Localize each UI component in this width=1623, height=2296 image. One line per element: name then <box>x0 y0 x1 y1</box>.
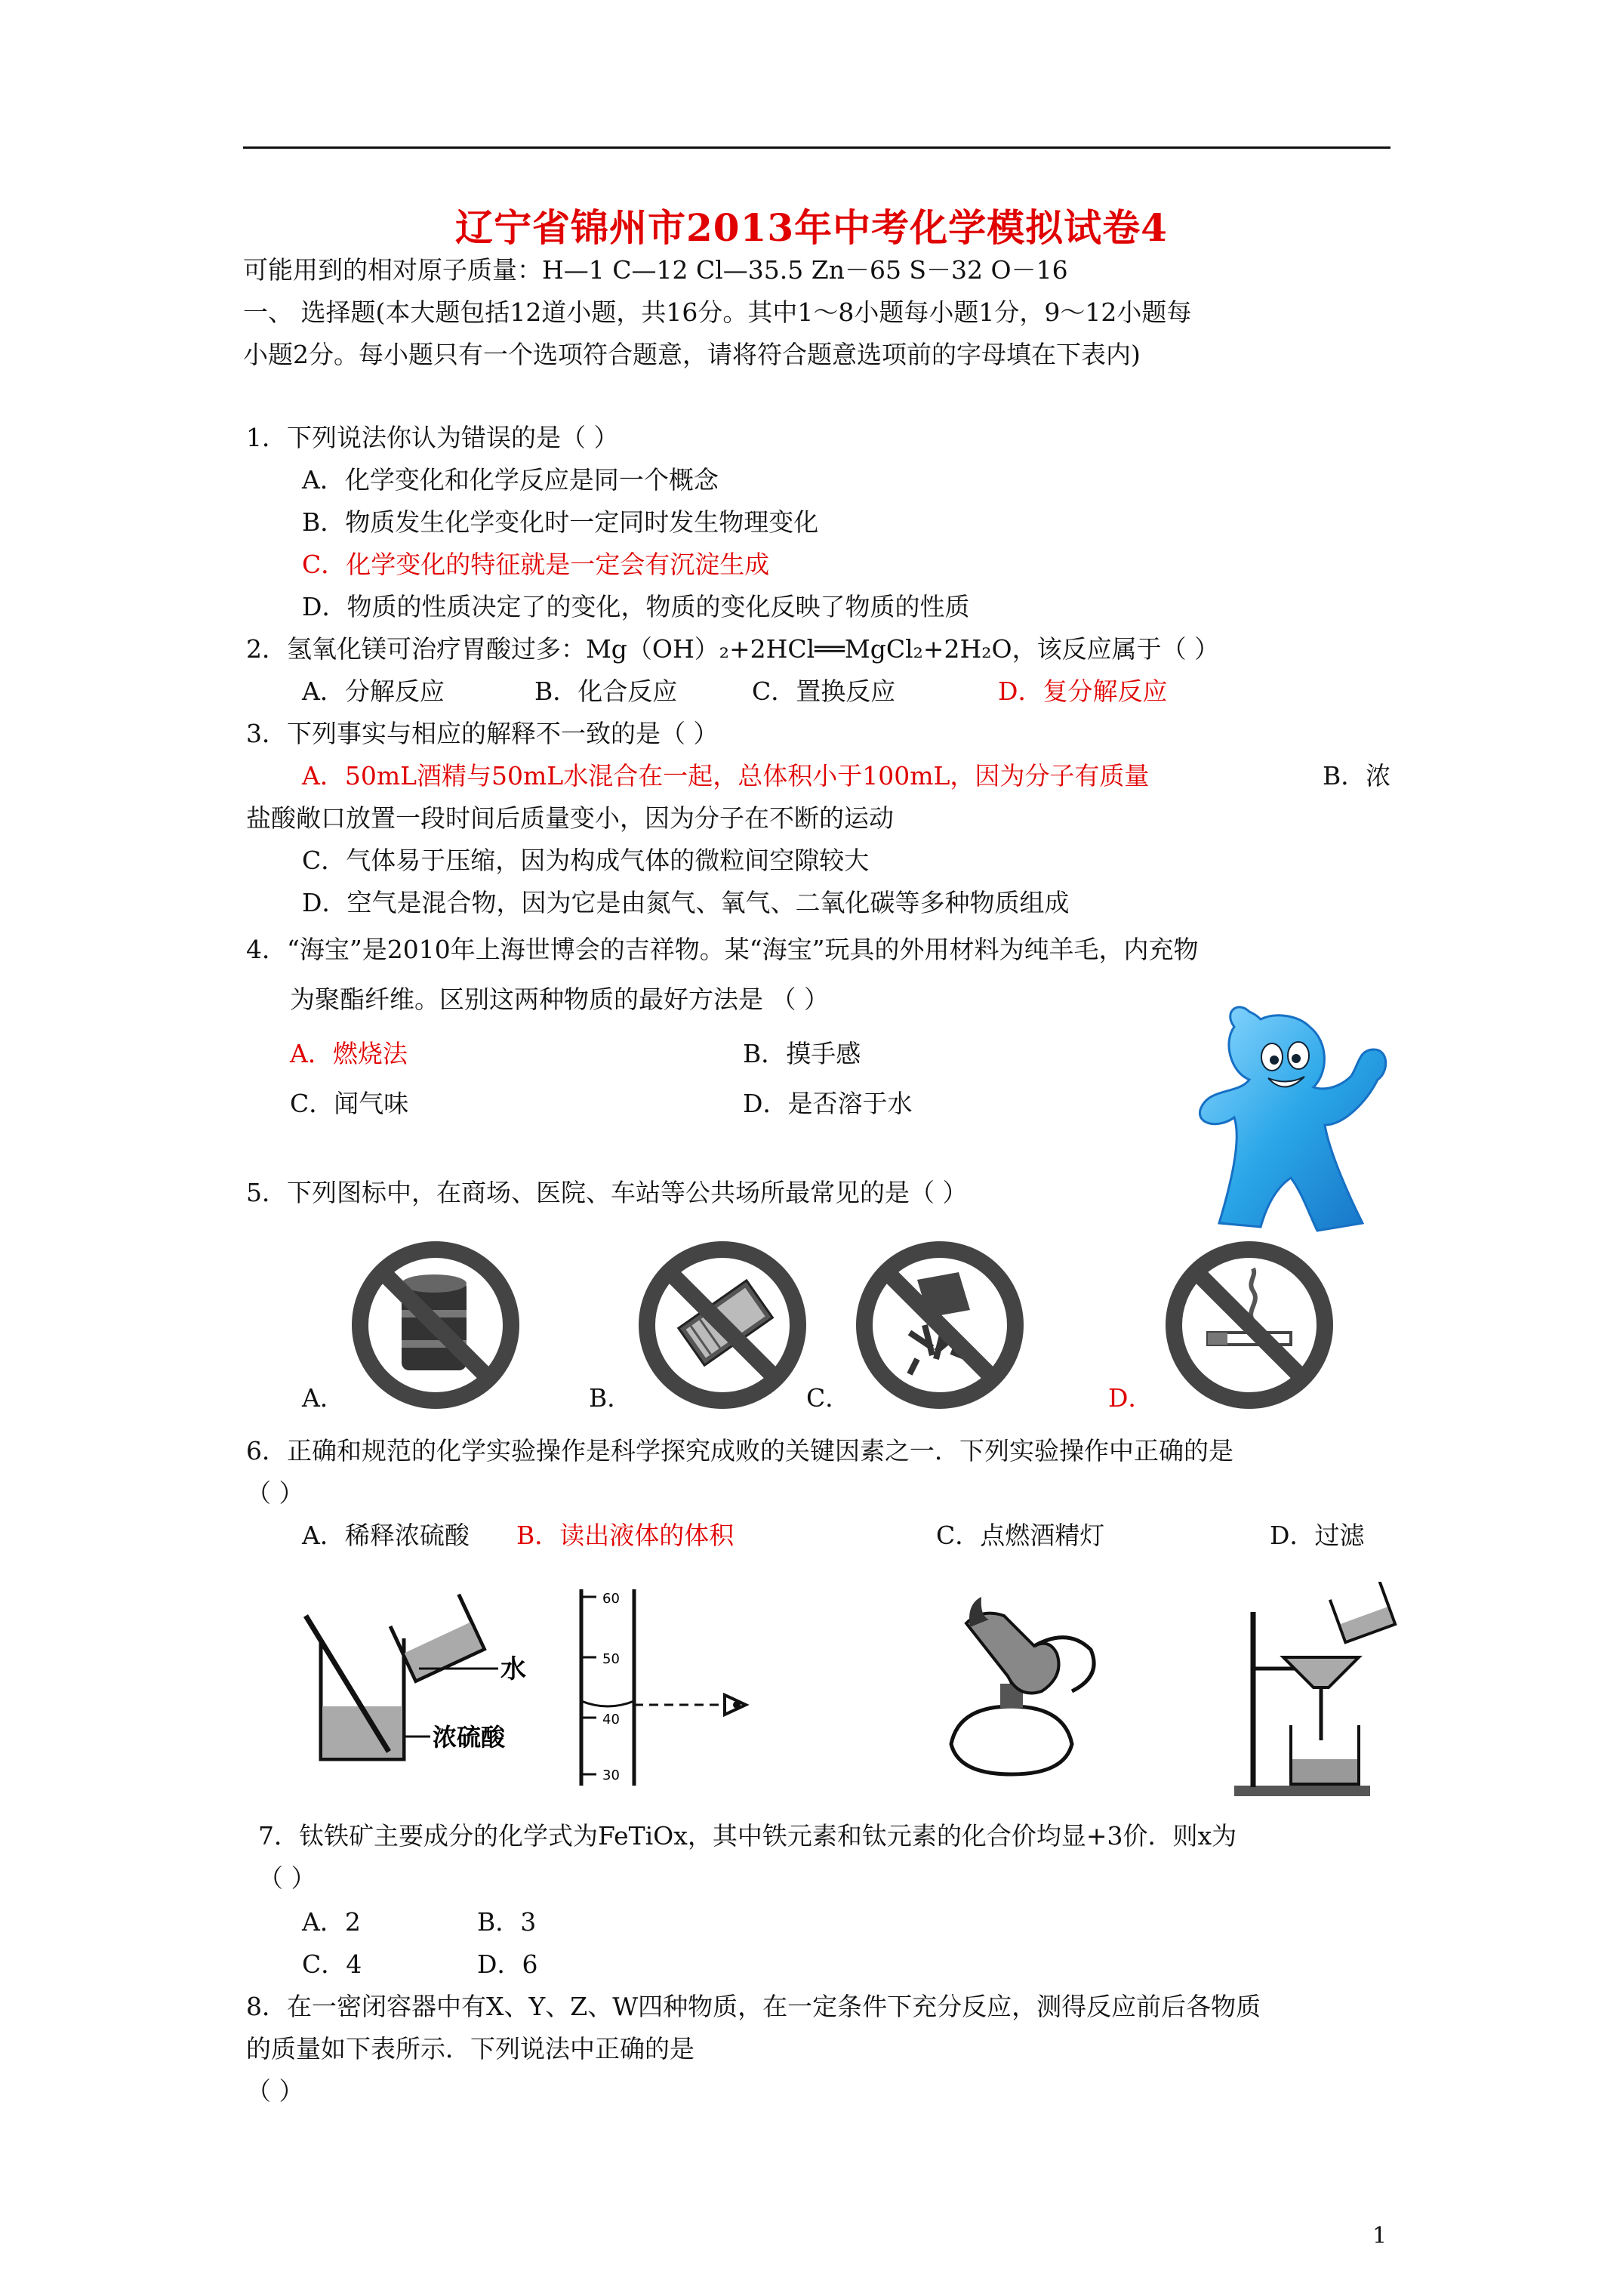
tick-30: 30 <box>602 1767 620 1783</box>
q7-stem-line2: （ ） <box>258 1863 316 1893</box>
q4-option-d: D．是否溶于水 <box>743 1089 913 1118</box>
q4-option-c: C．闻气味 <box>290 1089 409 1118</box>
graduated-cylinder-figure <box>566 1582 762 1793</box>
q2-option-b: B．化合反应 <box>534 676 678 706</box>
q8-stem-line1: 8．在一密闭容器中有X、Y、Z、W四种物质，在一定条件下充分反应，测得反应前后各物质 <box>246 1992 1261 2021</box>
q1-stem: 1．下列说法你认为错误的是（ ） <box>246 423 619 452</box>
q3-option-b-rest: 盐酸敞口放置一段时间后质量变小，因为分子在不断的运动 <box>246 803 894 833</box>
q6-option-b: B．读出液体的体积 <box>516 1521 735 1550</box>
q2-option-d: D．复分解反应 <box>998 676 1168 706</box>
q3-option-c: C．气体易于压缩，因为构成气体的微粒间空隙较大 <box>302 846 870 875</box>
q4-option-a: A．燃烧法 <box>290 1039 408 1068</box>
q3-option-b-start: B．浓 <box>1323 761 1391 791</box>
q6-option-a: A．稀释浓硫酸 <box>302 1521 470 1550</box>
q4-option-b: B．摸手感 <box>743 1039 861 1068</box>
tick-40: 40 <box>602 1712 620 1727</box>
q4-stem-line1: 4．“海宝”是2010年上海世博会的吉祥物。某“海宝”玩具的外用材料为纯羊毛，内充物 <box>246 935 1199 964</box>
alcohol-lamp-figure <box>936 1593 1110 1782</box>
q7-option-d: D．6 <box>477 1949 538 1979</box>
header-rule <box>243 146 1390 149</box>
tick-60: 60 <box>602 1591 620 1607</box>
filtration-figure <box>1223 1582 1404 1801</box>
dilute-acid-figure <box>298 1586 547 1782</box>
section-instructions-line1: 一、 选择题(本大题包括12道小题，共16分。其中1～8小题每小题1分，9～12小题每 <box>243 297 1192 327</box>
concentrated-acid-label: 浓硫酸 <box>433 1723 506 1752</box>
q2-option-c: C．置换反应 <box>752 676 896 706</box>
no-fireworks-sign-icon <box>853 1238 1027 1412</box>
q5-option-d: D． <box>1108 1383 1153 1413</box>
q6-option-c: C．点燃酒精灯 <box>936 1521 1105 1550</box>
q7-stem-line1: 7．钛铁矿主要成分的化学式为FeTiOx，其中铁元素和钛元素的化合价均显+3价．则x为 <box>258 1821 1237 1851</box>
section-instructions-line2: 小题2分。每小题只有一个选项符合题意，请将符合题意选项前的字母填在下表内) <box>243 340 1141 369</box>
no-oil-barrel-sign-icon <box>349 1238 522 1412</box>
page-number: 1 <box>1372 2223 1387 2249</box>
page-title: 辽宁省锦州市2013年中考化学模拟试卷4 <box>455 205 1168 250</box>
q1-option-b: B．物质发生化学变化时一定同时发生物理变化 <box>302 507 819 537</box>
q8-stem-line3: （ ） <box>246 2076 304 2106</box>
q7-option-c: C．4 <box>302 1949 362 1979</box>
no-smoking-sign-icon <box>1163 1238 1336 1412</box>
q4-stem-line2: 为聚酯纤维。区别这两种物质的最好方法是 （ ） <box>290 985 829 1014</box>
q3-option-a: A．50mL酒精与50mL水混合在一起，总体积小于100mL，因为分子有质量 <box>302 761 1150 791</box>
q2-stem: 2．氢氧化镁可治疗胃酸过多：Mg（OH）₂+2HCl══MgCl₂+2H₂O，该反应属于（ ） <box>246 634 1220 664</box>
no-matches-sign-icon <box>636 1238 809 1412</box>
haibao-mascot-illustration <box>1178 997 1404 1246</box>
q3-option-d: D．空气是混合物，因为它是由氮气、氧气、二氧化碳等多种物质组成 <box>302 888 1070 917</box>
q6-option-d: D．过滤 <box>1270 1521 1365 1550</box>
q2-option-a: A．分解反应 <box>302 676 445 706</box>
q6-stem-line1: 6．正确和规范的化学实验操作是科学探究成败的关键因素之一．下列实验操作中正确的是 <box>246 1436 1233 1465</box>
q7-option-b: B．3 <box>477 1907 537 1937</box>
atomic-masses: 可能用到的相对原子质量：H—1 C—12 Cl—35.5 Zn－65 S－32 O－16 <box>243 255 1068 285</box>
q8-stem-line2: 的质量如下表所示．下列说法中正确的是 <box>246 2034 694 2063</box>
q5-stem: 5．下列图标中，在商场、医院、车站等公共场所最常见的是（ ） <box>246 1178 968 1207</box>
q7-option-a: A．2 <box>302 1907 361 1937</box>
q5-option-b: B． <box>589 1383 633 1413</box>
q1-option-a: A．化学变化和化学反应是同一个概念 <box>302 465 719 495</box>
water-label: 水 <box>500 1654 526 1684</box>
q5-option-c: C． <box>806 1383 851 1413</box>
q1-option-c: C．化学变化的特征就是一定会有沉淀生成 <box>302 550 770 579</box>
q5-option-a: A． <box>302 1383 345 1413</box>
q3-stem: 3．下列事实与相应的解释不一致的是（ ） <box>246 719 719 748</box>
tick-50: 50 <box>602 1651 620 1667</box>
q6-stem-line2: （ ） <box>246 1478 304 1508</box>
q1-option-d: D．物质的性质决定了的变化，物质的变化反映了物质的性质 <box>302 592 970 621</box>
